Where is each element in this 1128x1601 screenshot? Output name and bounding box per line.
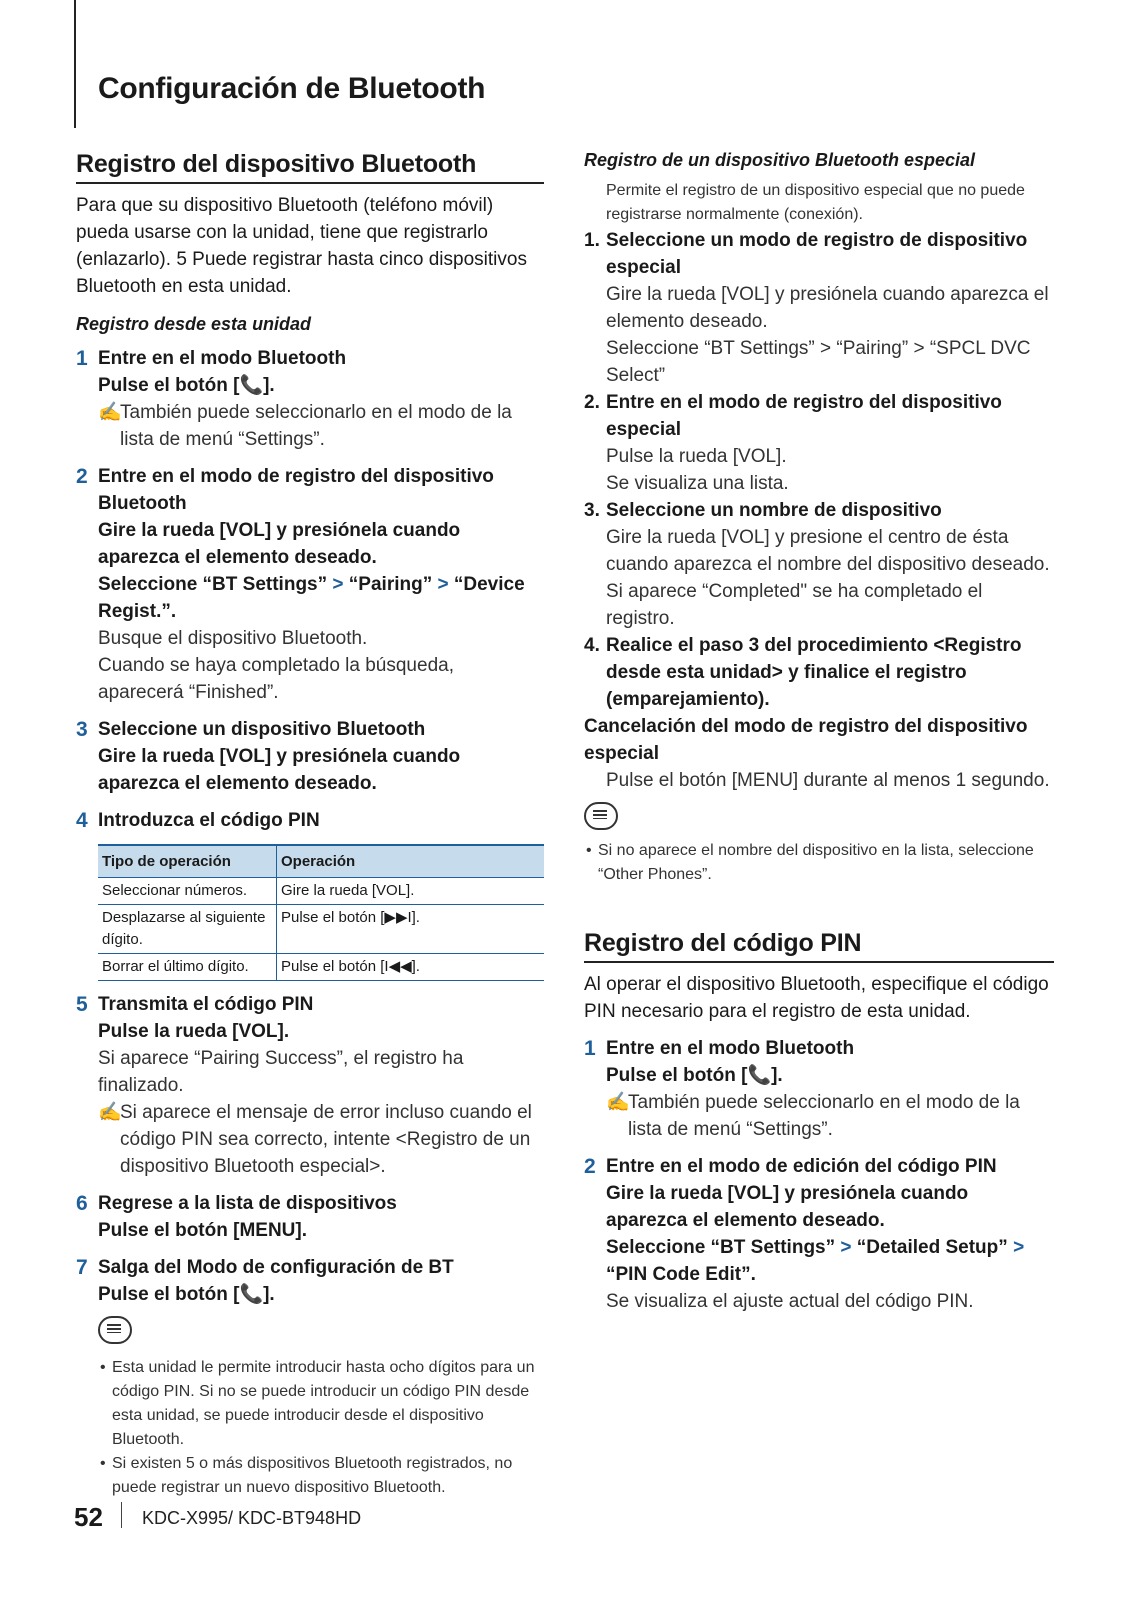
model-name: KDC-X995/ KDC-BT948HD [142,1508,362,1528]
note-text: También puede seleccionarlo en el modo de la lista de menú “Settings”. [120,402,512,450]
step-line: Se visualiza una lista. [606,473,789,494]
step-number: 2 [584,1155,596,1178]
table-header: Tipo de operación [98,845,277,878]
subheading: Registro de un dispositivo Bluetooth especial [584,150,976,170]
note-text: Si aparece el mensaje de error incluso cuando el código PIN sea correcto, intente <Registro de un dispositivo Bluetooth especial>. [120,1102,532,1177]
step-action: Gire la rueda [VOL] y presiónela cuando aparezca el elemento deseado. [98,520,461,568]
numbered-step-1 [584,227,1054,389]
subheading: Registro desde esta unidad [76,314,312,334]
step-line: Si aparece “Pairing Success”, el registro ha finalizado. [98,1048,464,1096]
page-title: Configuración de Bluetooth [98,72,486,105]
step-action: Pulse el botón [📞]. [98,1284,275,1305]
note-text: También puede seleccionarlo en el modo de la lista de menú “Settings”. [628,1092,1020,1140]
table-header: Operación [277,845,545,878]
step-title: Introduzca el código PIN [98,810,320,831]
table-header-row [98,845,544,878]
step-line: Pulse la rueda [VOL]. [606,446,787,467]
step-title: Entre en el modo de registro del dispositivo Bluetooth [98,466,494,514]
right-column [584,150,1054,1315]
step-number: 5 [76,993,88,1016]
step-line: Gire la rueda [VOL] y presione el centro de ésta cuando aparezca el nombre del dispositivo deseado. [606,527,1050,575]
step-title: Seleccione un modo de registro de dispositivo especial [606,230,1028,278]
step-note [98,1099,544,1180]
left-column [76,150,544,1500]
step-6 [76,1190,544,1244]
step-line: Busque el dispositivo Bluetooth. [98,628,368,649]
note-icon [98,1316,132,1344]
step-title: Realice el paso 3 del procedimiento <Registro desde esta unidad> y finalice el registro (emparejamiento). [606,635,1022,710]
step-title: Regrese a la lista de dispositivos [98,1193,397,1214]
step-number: 3 [76,718,88,741]
step-line: Gire la rueda [VOL] y presiónela cuando aparezca el elemento deseado. [606,284,1049,332]
table-cell: Desplazarse al siguiente dígito. [98,905,277,954]
table-cell: Pulse el botón [I◀◀]. [277,954,545,981]
step-line: Seleccione “BT Settings” > “Pairing” > “SPCL DVC Select” [606,338,1031,386]
step-note [606,1089,1054,1143]
section-heading: Registro del dispositivo Bluetooth [76,150,544,184]
note-pencil-icon: ✍ [98,1102,122,1123]
step-number: 4 [76,809,88,832]
note-bullet: • Si existen 5 o más dispositivos Bluetooth registrados, no puede registrar un nuevo dispositivo Bluetooth. [98,1452,544,1500]
step-title: Entre en el modo Bluetooth [98,348,347,369]
intro-text: Al operar el dispositivo Bluetooth, especifique el código PIN necesario para el registro de esta unidad. [584,974,1049,1022]
step-selection: Seleccione “BT Settings” > “Detailed Setup” > “PIN Code Edit”. [606,1237,1025,1285]
numbered-step-4 [584,632,1054,713]
table-cell: Borrar el último dígito. [98,954,277,981]
cancel-title: Cancelación del modo de registro del dispositivo especial [584,716,1028,764]
step-line: Se visualiza el ajuste actual del código PIN. [606,1291,974,1312]
step-number: 1. [584,230,600,251]
table-row [98,954,544,981]
step-line: Cuando se haya completado la búsqueda, aparecerá “Finished”. [98,655,454,703]
note-bullet: • Esta unidad le permite introducir hasta ocho dígitos para un código PIN. Si no se puede introducir un código PIN desde esta unidad, se puede introducir desde el dispositivo Bluetooth. [98,1356,544,1452]
table-cell: Seleccionar números. [98,878,277,905]
cancel-line: Pulse el botón [MENU] durante al menos 1 segundo. [606,770,1050,791]
chevron-right-icon: > [437,574,449,595]
step-action: Pulse el botón [MENU]. [98,1220,307,1241]
pin-step-2 [584,1153,1054,1315]
note-pencil-icon: ✍ [98,402,122,423]
intro-text: Permite el registro de un dispositivo especial que no puede registrarse normalmente (conexión). [606,182,1025,223]
step-title: Seleccione un nombre de dispositivo [606,500,942,521]
step-4 [76,807,544,981]
table-cell: Gire la rueda [VOL]. [277,878,545,905]
note-pencil-icon: ✍ [606,1092,630,1113]
numbered-step-2 [584,389,1054,497]
step-action: Gire la rueda [VOL] y presiónela cuando aparezca el elemento deseado. [98,746,461,794]
page-number: 52 [74,1502,103,1532]
step-number: 2 [76,465,88,488]
step-3 [76,716,544,797]
chevron-right-icon: > [840,1237,852,1258]
step-number: 7 [76,1256,88,1279]
step-title: Entre en el modo de edición del código PIN [606,1156,997,1177]
step-number: 2. [584,392,600,413]
numbered-step-3 [584,497,1054,632]
note-bullet: • Si no aparece el nombre del dispositivo en la lista, seleccione “Other Phones”. [584,839,1054,887]
step-1 [76,345,544,453]
step-number: 1 [584,1037,596,1060]
step-number: 3. [584,500,600,521]
step-action: Gire la rueda [VOL] y presiónela cuando aparezca el elemento deseado. [606,1183,969,1231]
step-title: Entre en el modo de registro del dispositivo especial [606,392,1002,440]
pin-operation-table [98,844,544,981]
step-number: 1 [76,347,88,370]
chevron-right-icon: > [332,574,344,595]
step-5 [76,991,544,1180]
chevron-right-icon: > [1013,1237,1025,1258]
step-number: 4. [584,635,600,656]
footer-divider [121,1502,122,1528]
step-action: Pulse la rueda [VOL]. [98,1021,290,1042]
step-title: Seleccione un dispositivo Bluetooth [98,719,426,740]
step-line: Si aparece “Completed" se ha completado el registro. [606,581,983,629]
pin-step-1 [584,1035,1054,1143]
step-action: Pulse el botón [📞]. [606,1065,783,1086]
step-number: 6 [76,1192,88,1215]
step-note [98,399,544,453]
table-cell: Pulse el botón [▶▶I]. [277,905,545,954]
step-title: Transmita el código PIN [98,994,314,1015]
step-2 [76,463,544,706]
step-action: Pulse el botón [📞]. [98,375,275,396]
step-title: Salga del Modo de configuración de BT [98,1257,454,1278]
table-row [98,878,544,905]
note-icon [584,802,618,830]
table-row [98,905,544,954]
step-title: Entre en el modo Bluetooth [606,1038,855,1059]
title-rule [74,0,76,128]
step-selection: Seleccione “BT Settings” > “Pairing” > “Device Regist.”. [98,574,525,622]
intro-text: Para que su dispositivo Bluetooth (teléfono móvil) pueda usarse con la unidad, tiene que registrarlo (enlazarlo). 5 Puede registrar hasta cinco dispositivos Bluetooth en esta unidad. [76,195,527,297]
step-7 [76,1254,544,1500]
section-heading: Registro del código PIN [584,929,1054,963]
